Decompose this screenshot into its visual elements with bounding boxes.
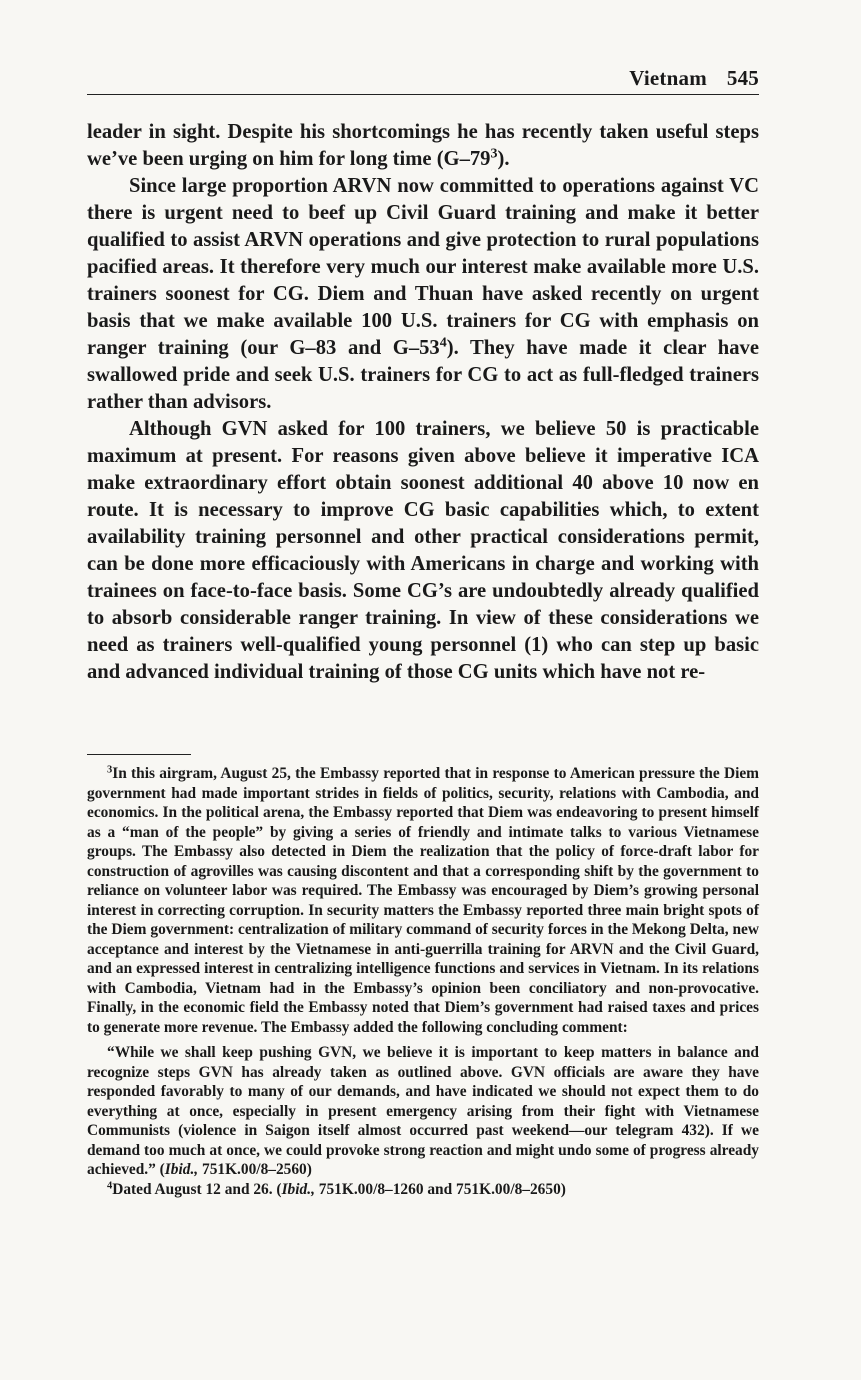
footnote-3-mark: 3 [107, 764, 113, 776]
footnote-ref-3: 3 [490, 146, 498, 162]
paragraph-2-end: ). They have made it clear have swallowed pride and seek U.S. trainers for CG to act as full-fledged trainers rather than advisors. [87, 337, 759, 413]
footnote-4 [87, 1180, 759, 1200]
footnote-3-ibid: Ibid., [164, 1161, 199, 1178]
paragraph-1-text: leader in sight. Despite his shortcomings he has recently taken useful steps we’ve been urging on him for long time (G–79 [87, 121, 759, 170]
footnote-4-text: Dated August 12 and 26. ( [112, 1180, 282, 1198]
footnote-rule [87, 754, 191, 755]
main-text [87, 119, 759, 686]
paragraph-1-end: ). [497, 148, 510, 170]
footnote-4-ibid: Ibid., [281, 1180, 315, 1198]
footnote-3-citation: 751K.00/8–2560) [198, 1161, 312, 1178]
footnote-3 [87, 764, 759, 1037]
paragraph-1 [87, 119, 759, 173]
header-rule [87, 94, 759, 95]
page-number: 545 [726, 66, 759, 90]
section-title: Vietnam [629, 66, 707, 90]
paragraph-3: Although GVN asked for 100 trainers, we believe 50 is practicable maximum at present. For reasons given above believe it imperative ICA make extraordinary effort obtain soonest additional 40 above 10 now en route. It is necessary to improve CG basic capabilities which, to extent availability training personnel and other practical considerations permit, can be done more efficaciously with Americans in charge and working with trainees on face-to-face basis. Some CG’s are undoubtedly already qualified to absorb considerable ranger training. In view of these considerations we need as trainers well-qualified young personnel (1) who can step up basic and advanced individual training of those CG units which have not re- [87, 418, 759, 683]
footnote-3-text: In this airgram, August 25, the Embassy reported that in response to American pressure the Diem government had made important strides in fields of politics, security, relations with Cambodia, and economics. In the political arena, the Embassy reported that Diem was endeavoring to present himself as a “man of the people” by giving a series of friendly and intimate talks to various Vietnamese groups. The Embassy also detected in Diem the realization that the policy of force-draft labor for construction of agrovilles was causing discontent and that a corresponding shift by the government to reliance on volunteer labor was required. The Embassy was encouraged by Diem’s growing personal interest in correcting corruption. In security matters the Embassy reported three main bright spots of the Diem government: centralization of military command of security forces in the Mekong Delta, new acceptance and interest by the Vietnamese in anti-guerrilla training for ARVN and the Civil Guard, and an expressed interest in centralizing intelligence functions and services in Vietnam. In its relations with Cambodia, Vietnam had in the Embassy’s opinion been conciliatory and non-provocative. Finally, in the economic field the Embassy noted that Diem’s government had raised taxes and prices to generate more revenue. The Embassy added the following concluding comment: [87, 765, 759, 1036]
footnote-3-quote [87, 1043, 759, 1180]
footnote-4-mark: 4 [107, 1179, 113, 1191]
paragraph-2 [87, 173, 759, 416]
footnote-4-citation: 751K.00/8–1260 and 751K.00/8–2650) [314, 1180, 566, 1198]
paragraph-2-text: Since large proportion ARVN now committed to operations against VC there is urgent need to beef up Civil Guard training and make it better qualified to assist ARVN operations and give protection to rural populations pacified areas. It therefore very much our interest make available more U.S. trainers soonest for CG. Diem and Thuan have asked recently on urgent basis that we make available 100 U.S. trainers for CG with emphasis on ranger training (our G–83 and G–53 [87, 175, 759, 359]
footnote-3-quote-text: “While we shall keep pushing GVN, we believe it is important to keep matters in balance and recognize steps GVN has already taken as outlined above. GVN officials are aware they have responded favorably to many of our demands, and have indicated we should not expect them to do everything at once, especially in present emergency arising from their fight with Vietnamese Communists (violence in Saigon itself almost occurred past weekend—our telegram 432). If we demand too much at once, we could provoke strong reaction and might undo some of progress already achieved.” ( [87, 1044, 759, 1178]
footnote-ref-4: 4 [439, 335, 447, 351]
footnotes [87, 764, 759, 1199]
running-head [629, 66, 759, 91]
